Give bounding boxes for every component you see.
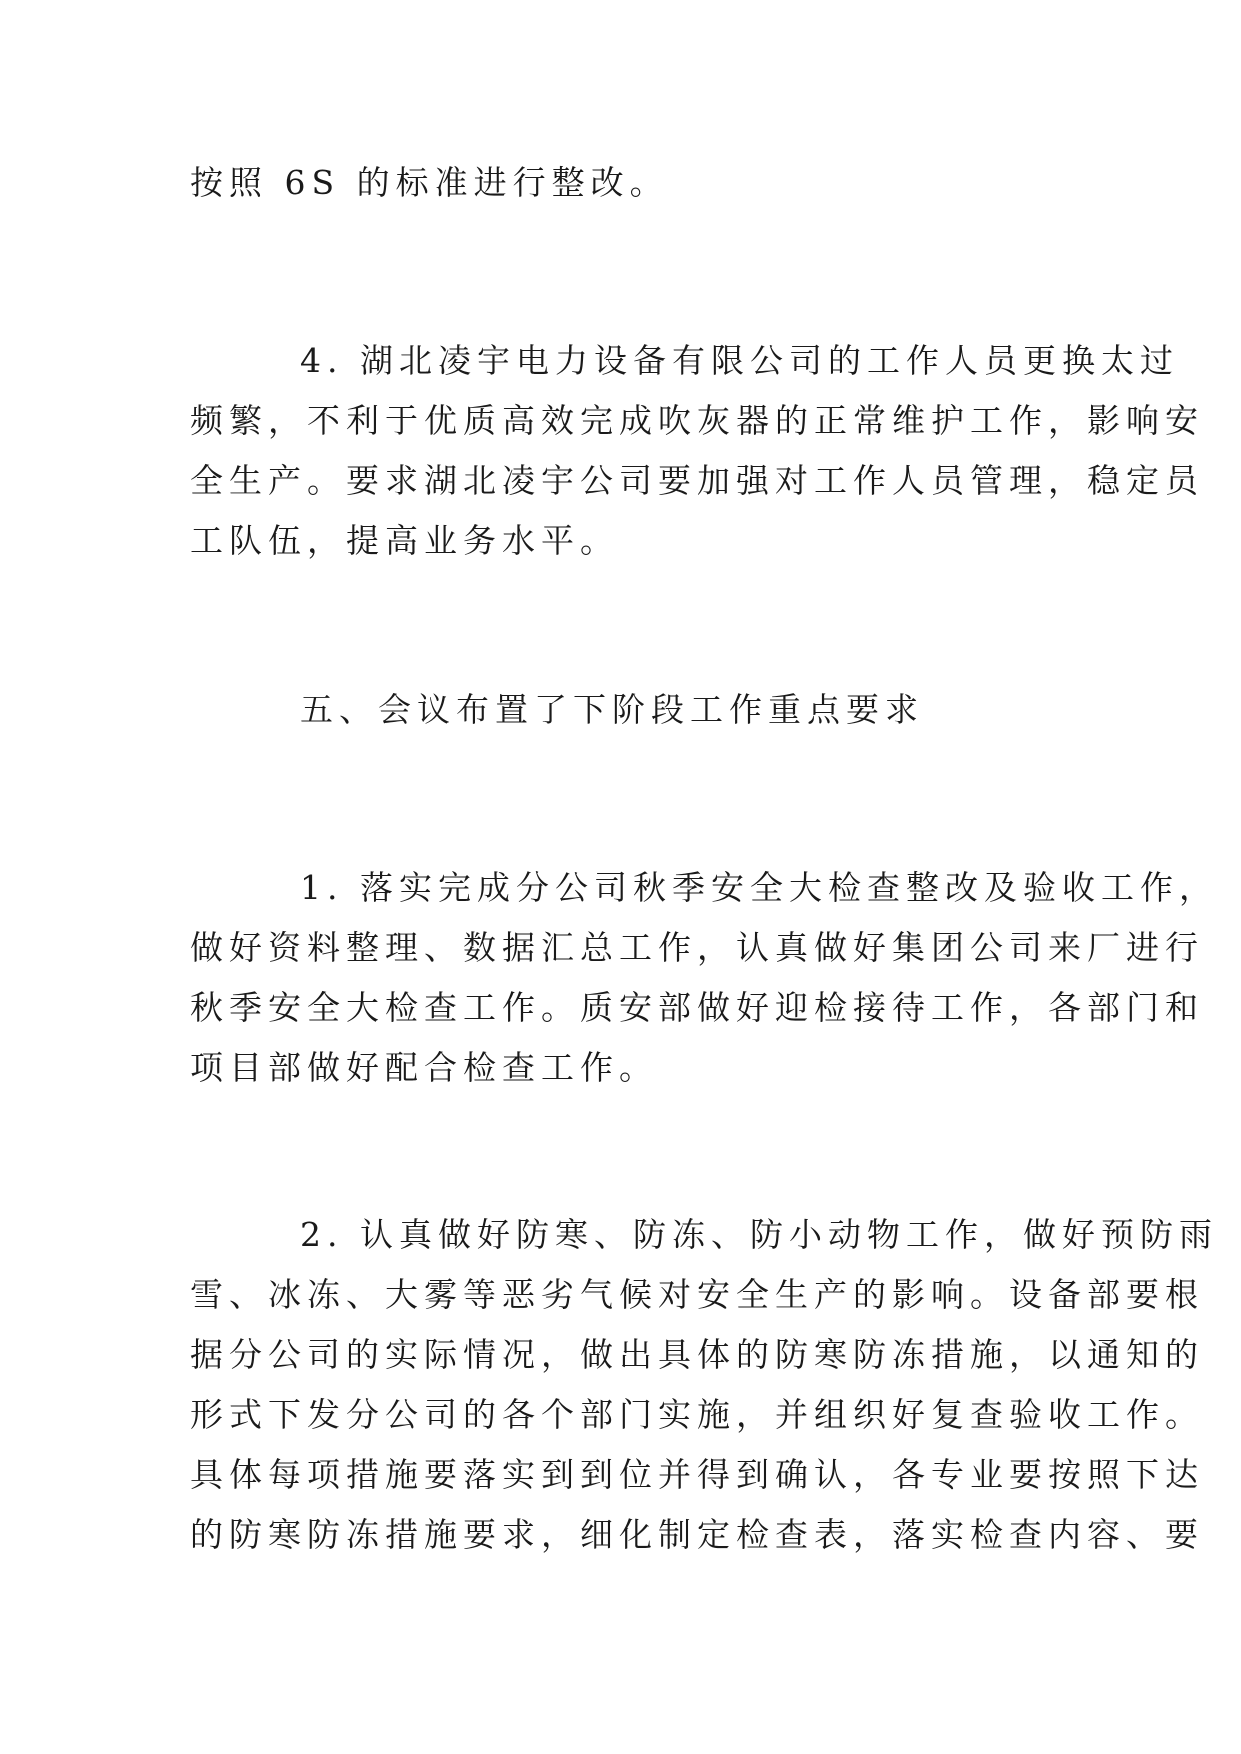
section-heading <box>190 680 1070 740</box>
text-line: 据分公司的实际情况，做出具体的防寒防冻措施，以通知的 <box>190 1335 1204 1374</box>
text-line: 全生产。要求湖北凌宇公司要加强对工作人员管理，稳定员 <box>190 461 1204 500</box>
text-line: 具体每项措施要落实到到位并得到确认，各专业要按照下达 <box>190 1455 1204 1494</box>
text-line: 做好资料整理、数据汇总工作，认真做好集团公司来厂进行 <box>190 928 1204 967</box>
text-line: 形式下发分公司的各个部门实施，并组织好复查验收工作。 <box>190 1395 1204 1434</box>
text-line: 秋季安全大检查工作。质安部做好迎检接待工作，各部门和 <box>190 988 1204 1027</box>
text-line: 的防寒防冻措施要求，细化制定检查表，落实检查内容、要 <box>190 1515 1204 1554</box>
paragraph-item-1 <box>190 858 1218 1098</box>
paragraph-item-4 <box>190 331 1204 571</box>
paragraph-item-2 <box>190 1205 1218 1565</box>
text-line: 工队伍，提高业务水平。 <box>190 521 619 560</box>
text-line: 频繁，不利于优质高效完成吹灰器的正常维护工作，影响安 <box>190 401 1204 440</box>
text-line: 1. 落实完成分公司秋季安全大检查整改及验收工作， <box>300 868 1218 907</box>
text-line: 4. 湖北凌宇电力设备有限公司的工作人员更换太过 <box>300 341 1179 380</box>
text-line: 2. 认真做好防寒、防冻、防小动物工作，做好预防雨 <box>300 1215 1218 1254</box>
text-line: 项目部做好配合检查工作。 <box>190 1048 658 1087</box>
text-line: 雪、冰冻、大雾等恶劣气候对安全生产的影响。设备部要根 <box>190 1275 1204 1314</box>
heading-line: 五、会议布置了下阶段工作重点要求 <box>300 690 924 729</box>
text-line: 按照 6S 的标准进行整改。 <box>190 163 669 202</box>
paragraph-continuation <box>190 153 1070 213</box>
